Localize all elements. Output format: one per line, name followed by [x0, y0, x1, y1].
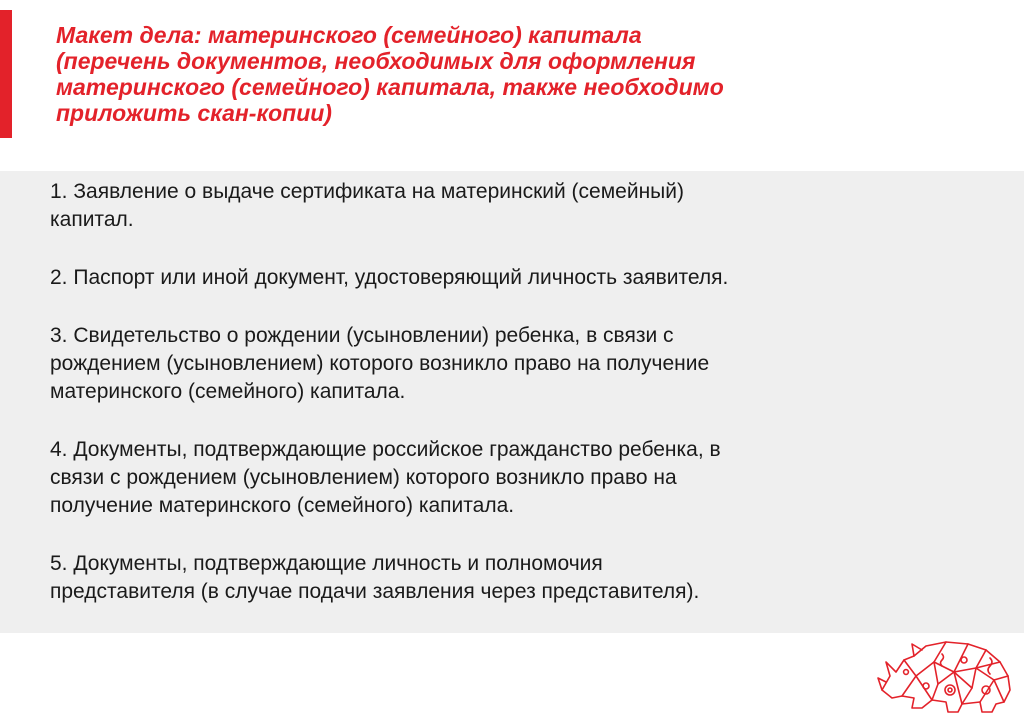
- list-item-line: 5. Документы, подтверждающие личность и полномочия: [50, 552, 603, 575]
- list-item-line: рождением (усыновлением) которого возникло право на получение: [50, 352, 710, 375]
- accent-bar: [0, 10, 12, 138]
- list-item-line: 1. Заявление о выдаче сертификата на материнский (семейный): [50, 180, 684, 203]
- title-line: материнского (семейного) капитала, также необходимо: [56, 74, 724, 100]
- list-item: [50, 178, 910, 234]
- list-item: [50, 322, 910, 406]
- rhino-icon: [876, 632, 1016, 716]
- list-item: [50, 264, 910, 292]
- list-item-line: представителя (в случае подачи заявления через представителя).: [50, 580, 700, 603]
- title-line: приложить скан-копии): [56, 100, 332, 126]
- list-item-line: связи с рождением (усыновлением) которого возникло право на: [50, 466, 677, 489]
- document-list: [50, 178, 910, 636]
- slide-title: [56, 22, 936, 126]
- list-item: [50, 550, 910, 606]
- list-item-line: получение материнского (семейного) капитала.: [50, 494, 515, 517]
- list-item-line: капитал.: [50, 208, 134, 231]
- list-item-line: 3. Свидетельство о рождении (усыновлении) ребенка, в связи с: [50, 324, 674, 347]
- list-item-line: 4. Документы, подтверждающие российское гражданство ребенка, в: [50, 438, 721, 461]
- list-item-line: материнского (семейного) капитала.: [50, 380, 406, 403]
- title-line: Макет дела: материнского (семейного) капитала: [56, 22, 642, 48]
- title-line: (перечень документов, необходимых для оформления: [56, 48, 696, 74]
- list-item: [50, 436, 910, 520]
- list-item-line: 2. Паспорт или иной документ, удостоверяющий личность заявителя.: [50, 266, 729, 289]
